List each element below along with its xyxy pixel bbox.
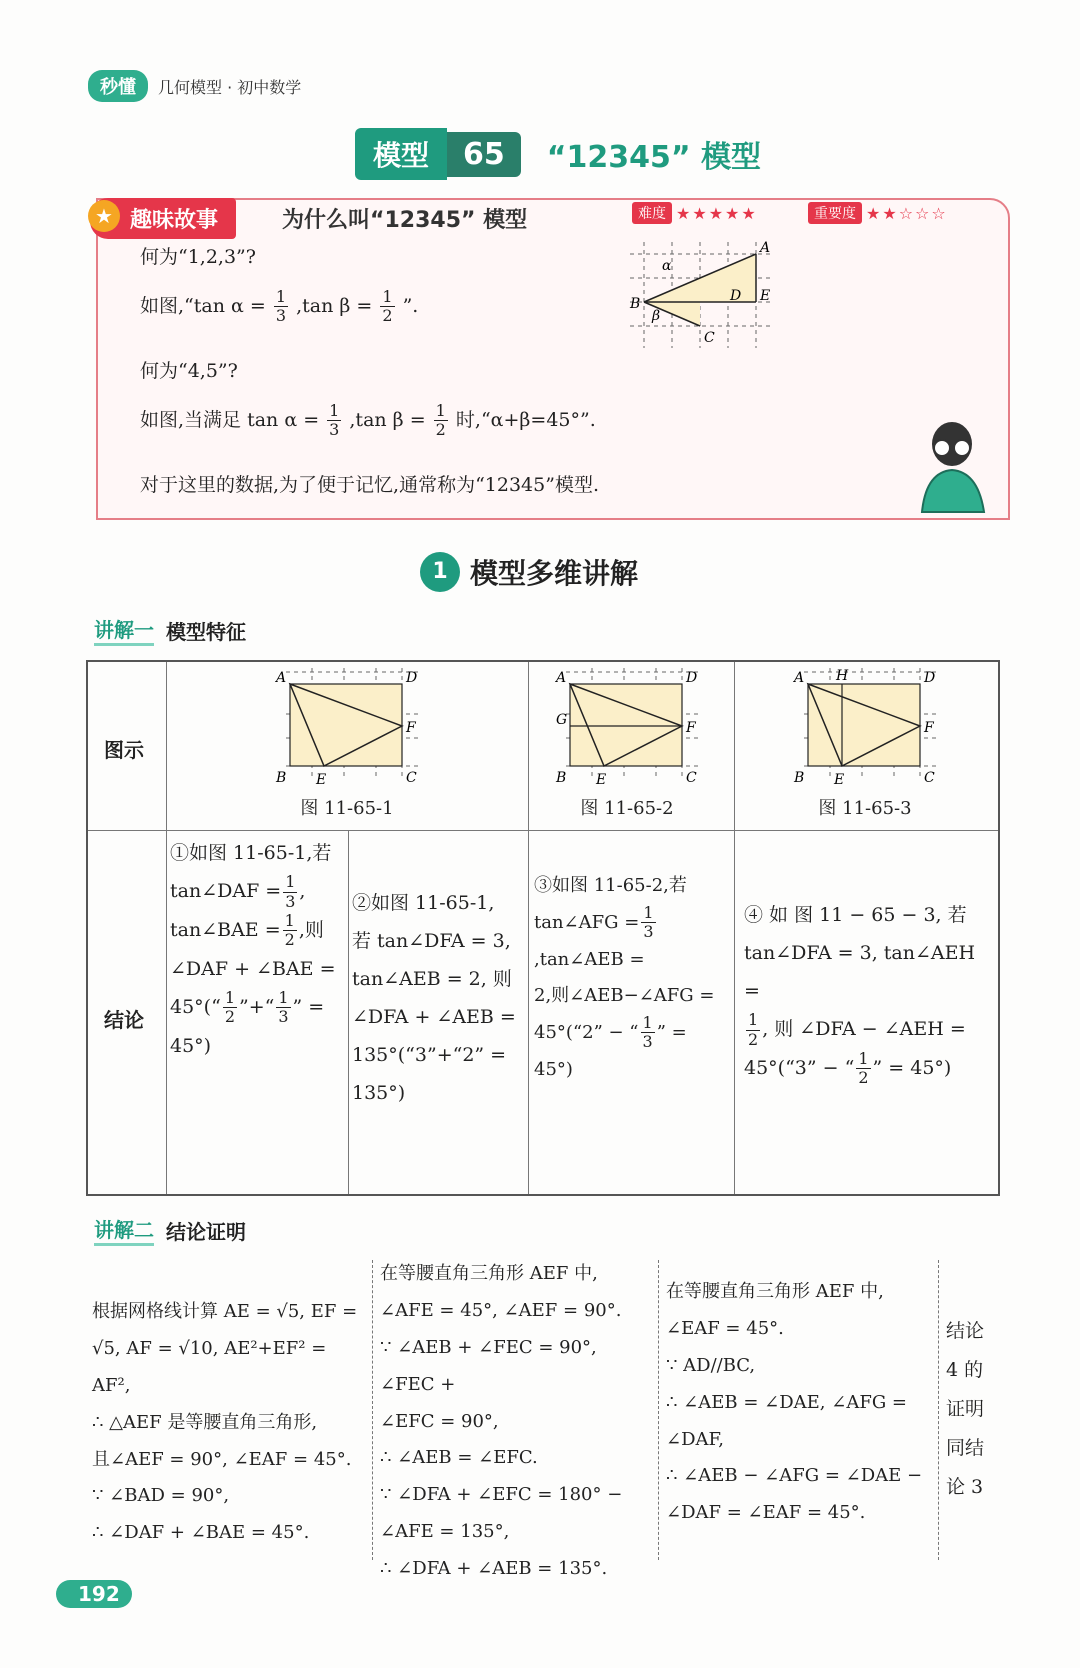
story-line-4 [140,402,596,440]
numerator: 1 [284,911,295,930]
text: tan∠BAE = [170,918,281,941]
part2-heading [94,1214,246,1246]
row-label-figures: 图示 [104,738,144,762]
text: ∠DAF, [666,1428,724,1450]
text: ,则 [298,918,324,941]
text: ∴ △AEF 是等腰直角三角形, [92,1411,318,1433]
text: ∵ ∠DFA + ∠EFC = 180° − [380,1484,623,1506]
numerator: 1 [329,401,340,420]
denominator: 3 [642,1032,653,1052]
part1-heading [94,614,246,646]
section-text: 模型多维讲解 [470,557,639,590]
model-number: 65 [447,132,521,177]
conclusion-2 [352,884,524,1112]
figure-11-65-2 [552,666,702,792]
text: ,tan β = [349,408,426,431]
text [744,1049,988,1088]
text: 45°) [534,1058,573,1080]
label: F [686,720,696,736]
numerator: 1 [643,903,654,922]
text: tan∠DFA = 3, tan∠AEH = [744,942,976,1002]
label: E [316,772,327,788]
denominator: 2 [858,1068,869,1088]
fraction [274,288,288,326]
denominator: 3 [643,922,654,942]
numerator: 1 [382,287,393,306]
label-alpha: α [662,258,672,274]
text: tan∠DAF = [170,880,282,902]
model-name: “12345” 模型 [546,140,762,175]
text: ∴ ∠DAF + ∠BAE = 45°. [92,1522,310,1544]
denominator: 3 [275,306,287,326]
text: 45°(“2” − “ [534,1021,639,1043]
text: ∠EAF = 45°. [666,1317,784,1339]
page-title [355,128,761,180]
model-label: 模型 [355,128,447,180]
fraction [223,989,237,1027]
label: G [556,712,568,728]
text: ∠DAF = ∠EAF = 45°. [666,1502,866,1524]
label: B [794,770,805,786]
denominator: 3 [329,420,340,440]
text: 如图,当满足 tan α = [140,408,320,431]
figure-11-65-3 [790,666,940,792]
story-line-1: 何为“1,2,3”? [140,246,256,268]
story-line-5: 对于这里的数据,为了便于记忆,通常称为“12345”模型. [140,474,599,496]
star-icon: ★ [88,200,120,232]
fraction [327,402,341,440]
fraction [434,402,448,440]
figure-caption-1: 图 11-65-1 [300,798,394,819]
text: ∴ ∠AEB − ∠AFG = ∠DAE − [666,1465,923,1487]
label: B [276,770,287,786]
part2-title: 结论证明 [166,1219,246,1244]
section-title [420,552,638,592]
text: tan∠AFG = [534,911,640,933]
importance-stars: ★★☆☆☆ [866,203,948,223]
numerator: 1 [285,872,296,892]
text [170,988,342,1027]
difficulty-stars: ★★★★★ [676,203,758,223]
text: , [299,880,306,902]
text: ④ 如 图 11 − 65 − 3, 若 [744,904,967,926]
text: 2,则∠AEB−∠AFG = [534,984,715,1006]
section-number: 1 [420,552,460,592]
numerator: 1 [275,287,287,306]
label-a: A [760,240,771,256]
text: tan∠AEB = 2, 则 [352,968,512,990]
story-line-3: 何为“4,5”? [140,360,238,382]
story-line-2 [140,288,418,326]
label-c: C [704,330,715,346]
story-figure [620,236,780,374]
fraction [283,912,297,950]
text: 4 的 [946,1358,984,1381]
figure-11-65-1 [272,666,422,792]
label: E [834,772,845,788]
numerator: 1 [858,1049,869,1068]
numerator: 1 [278,987,289,1007]
text: ∠AFE = 45°, ∠AEF = 90°. [380,1299,622,1321]
brand-badge: 秒懂 [88,70,148,102]
text [170,872,342,911]
fraction [641,1014,655,1052]
text: 同结 [946,1436,985,1459]
label: E [596,772,607,788]
label: C [686,770,697,786]
label: D [686,670,698,686]
conclusion-1 [170,834,342,1065]
label: D [924,670,936,686]
text: 45°) [170,1034,212,1057]
text: ” = [656,1021,687,1043]
conclusion-4 [744,896,988,1088]
label: A [276,670,287,686]
label: C [406,770,417,786]
denominator: 2 [284,930,295,950]
label: D [406,670,418,686]
text: 在等腰直角三角形 AEF 中, [380,1263,598,1284]
text: 证明 [946,1397,985,1420]
page-number: 192 [56,1580,132,1608]
label-b: B [630,296,641,312]
row-label-conclusions: 结论 [104,1008,144,1032]
text: ” = [292,995,325,1018]
label-beta: β [652,308,661,324]
text: ∵ ∠AEB + ∠FEC = 90°, ∠FEC + [380,1336,597,1395]
difficulty-label: 难度 [632,202,672,224]
text: 45°(“ [170,995,221,1018]
denominator: 2 [382,306,393,326]
fraction [380,288,394,326]
label: F [406,720,416,736]
label-d: D [730,288,742,304]
importance-rating [808,202,948,224]
text: ∴ ∠AEB = ∠EFC. [380,1447,538,1469]
text: 时,“α+β=45°”. [455,408,596,431]
text: √5, AF = √10, AE²+EF² = AF², [92,1337,327,1396]
text: 在等腰直角三角形 AEF 中, [666,1281,884,1302]
part1-tag: 讲解一 [94,614,154,646]
text: ∠AFE = 135°, [380,1521,510,1543]
text [744,1010,988,1049]
text: 45°(“3” − “ [744,1056,855,1079]
breadcrumb: 几何模型 · 初中数学 [158,77,302,97]
text: ∴ ∠DFA + ∠AEB = 135°. [380,1558,608,1580]
label: C [924,770,935,786]
denominator: 2 [224,1007,235,1027]
difficulty-rating [632,202,758,224]
part1-title: 模型特征 [166,619,246,644]
figure-caption-2: 图 11-65-2 [580,798,674,819]
numerator: 1 [748,1010,759,1030]
fraction [641,904,655,942]
denominator: 3 [278,1007,289,1027]
figure-caption-3: 图 11-65-3 [818,798,912,819]
text: 论 3 [946,1475,984,1498]
text: ,tan β = [296,294,373,317]
text: ∵ AD//BC, [666,1354,756,1376]
text: ②如图 11-65-1, [352,892,495,914]
text: ∠DAF + ∠BAE = [170,957,336,980]
text: 135°) [352,1082,406,1104]
text: ∵ ∠BAD = 90°, [92,1485,230,1507]
cartoon-character-icon [912,414,992,514]
text: 且∠AEF = 90°, ∠EAF = 45°. [92,1448,352,1470]
text: ∠DFA + ∠AEB = [352,1006,516,1028]
part2-tag: 讲解二 [94,1214,154,1246]
text: 若 tan∠DFA = 3, [352,930,511,952]
page-header [88,70,301,102]
fraction [276,989,290,1027]
conclusion-3 [534,868,734,1088]
text: ∠EFC = 90°, [380,1410,499,1432]
text: ”. [402,294,419,317]
text [170,911,342,950]
importance-label: 重要度 [808,202,862,224]
label-e: E [760,288,771,304]
text: 135°(“3”+“2” = [352,1044,507,1066]
text [534,904,734,978]
label: H [836,668,849,684]
label: B [556,770,567,786]
story-question: 为什么叫“12345” 模型 [282,208,528,233]
text: ” = 45°) [872,1056,952,1079]
text: ,tan∠AEB = [534,948,645,970]
text: ③如图 11-65-2,若 [534,875,687,896]
numerator: 1 [224,987,235,1007]
text: 根据网格线计算 AE = √5, EF = [92,1301,358,1322]
denominator: 2 [748,1029,759,1049]
text: ”+“ [239,995,275,1018]
numerator: 1 [642,1012,653,1032]
text: ∴ ∠AEB = ∠DAE, ∠AFG = [666,1391,907,1413]
proof-4 [946,1312,1006,1507]
fraction [283,873,297,911]
denominator: 3 [285,891,296,911]
text [534,1014,734,1052]
text: ①如图 11-65-1,若 [170,842,332,864]
label: A [794,670,805,686]
text: 结论 [946,1320,985,1342]
proof-2 [380,1256,654,1588]
text: 如图,“tan α = [140,294,266,317]
numerator: 1 [435,401,446,420]
proof-3 [666,1274,934,1532]
fraction [746,1011,760,1049]
proof-1 [92,1294,368,1552]
label: A [556,670,567,686]
text: , 则 ∠DFA − ∠AEH = [762,1018,966,1040]
label: F [924,720,934,736]
fraction [856,1050,870,1088]
story-tag: 趣味故事 [90,198,236,239]
denominator: 2 [435,420,446,440]
